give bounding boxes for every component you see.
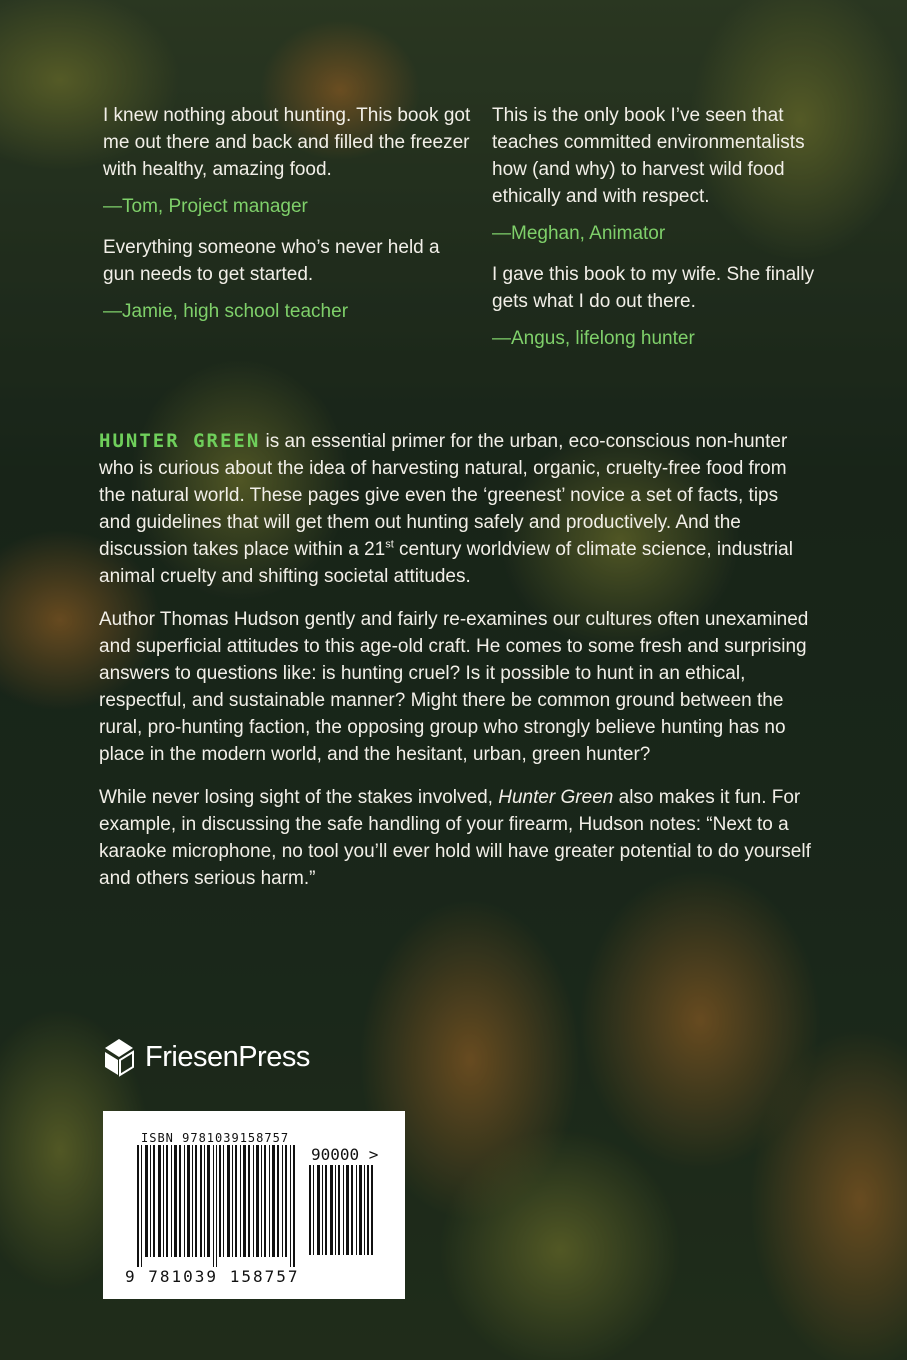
review-attribution: —Meghan, Animator: [492, 223, 666, 244]
review-attribution: —Tom, Project manager: [103, 196, 308, 217]
description-paragraph-1: HUNTER GREEN is an essential primer for the urban, eco-conscious non-hunter who is curious about the idea of harvesting natural, organic, cruelty-free food from the natural world. These pages give even the ‘greenest’ novice a set of facts, tips and guidelines that will get them out hunting safely and productively. And the discussion takes place within a 21st century worldview of climate science, industrial animal cruelty and shifting societal attitudes.: [99, 430, 793, 587]
description-paragraph-2: Author Thomas Hudson gently and fairly re-examines our cultures often unexamined and superficial attitudes to this age-old craft. He comes to some fresh and surprising answers to questions like: is hunting cruel? Is it possible to hunt in an ethical, respectful, and sustainable manner? Might there be common ground between the rural, pro-hunting faction, the opposing group who strongly believe hunting has no place in the modern world, and the hesitant, urban, green hunter?: [99, 609, 809, 765]
book-title: HUNTER GREEN: [99, 430, 261, 452]
review-quote: Everything someone who’s never held a gun needs to get started.: [103, 237, 440, 285]
barcode-bars: [137, 1145, 297, 1267]
reviews-right-column: [492, 102, 822, 366]
publisher-name: FriesenPress: [145, 1040, 310, 1073]
review-quote: This is the only book I’ve seen that teaches committed environmentalists how (and why) to harvest wild food ethically and with respect.: [492, 105, 805, 207]
review-quote: I knew nothing about hunting. This book got me out there and back and filled the freezer with healthy, amazing food.: [103, 105, 471, 180]
price-code: 90000 >: [311, 1145, 379, 1164]
isbn-barcode: [103, 1111, 405, 1299]
review-quote: I gave this book to my wife. She finally gets what I do out there.: [492, 264, 815, 312]
book-description: [99, 428, 811, 908]
review-attribution: —Angus, lifelong hunter: [492, 328, 695, 349]
price-barcode-bars: [309, 1165, 373, 1255]
description-paragraph-3: While never losing sight of the stakes involved, Hunter Green also makes it fun. For example, in discussing the safe handling of your firearm, Hudson notes: “Next to a karaoke microphone, no tool you’ll ever hold will have greater potential to do yourself and others serious harm.”: [99, 787, 811, 889]
friesenpress-logo-icon: [103, 1037, 135, 1077]
review-attribution: —Jamie, high school teacher: [103, 301, 349, 322]
barcode-digits: 9 781039 158757: [125, 1267, 300, 1286]
isbn-label: ISBN 9781039158757: [141, 1131, 290, 1145]
publisher-logo: [103, 1037, 310, 1077]
reviews-left-column: [103, 102, 473, 339]
